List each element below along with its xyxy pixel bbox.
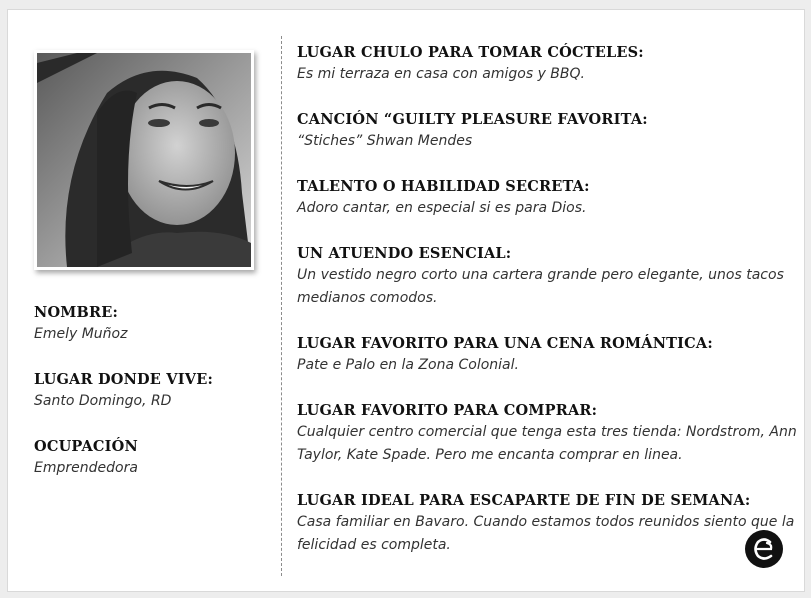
field-label: OCUPACIÓN xyxy=(34,438,138,455)
question-answer: Casa familiar en Bavaro. Cuando estamos todos reunidos siento que la felicidad es completa. xyxy=(297,514,795,553)
question-answer: “Stiches” Shwan Mendes xyxy=(297,133,473,149)
field-label: LUGAR DONDE VIVE: xyxy=(34,371,214,388)
question-label: LUGAR IDEAL PARA ESCAPARTE DE FIN DE SEMANA: xyxy=(297,492,751,509)
profile-photo-frame xyxy=(34,50,254,270)
field-value: Emprendedora xyxy=(34,460,138,476)
question-cena xyxy=(297,334,797,377)
question-cocteles xyxy=(297,43,797,86)
dashed-divider xyxy=(281,36,282,576)
question-answer: Cualquier centro comercial que tenga esta tres tienda: Nordstrom, Ann Taylor, Kate Spade. Pero me encanta comprar en linea. xyxy=(297,424,797,463)
question-label: LUGAR FAVORITO PARA UNA CENA ROMÁNTICA: xyxy=(297,335,713,352)
field-value: Emely Muñoz xyxy=(34,326,128,342)
question-cancion xyxy=(297,110,797,153)
profile-info xyxy=(34,303,264,504)
field-ocupacion xyxy=(34,437,264,480)
question-answer: Un vestido negro corto una cartera grande pero elegante, unos tacos medianos comodos. xyxy=(297,267,784,306)
question-comprar xyxy=(297,401,797,467)
question-answer: Pate e Palo en la Zona Colonial. xyxy=(297,357,519,373)
portrait-photo-icon xyxy=(37,53,251,267)
question-atuendo xyxy=(297,244,797,310)
brand-logo-icon xyxy=(745,530,783,568)
question-answer: Es mi terraza en casa con amigos y BBQ. xyxy=(297,66,585,82)
question-answer: Adoro cantar, en especial si es para Dios. xyxy=(297,200,587,216)
question-label: LUGAR FAVORITO PARA COMPRAR: xyxy=(297,402,598,419)
profile-photo xyxy=(37,53,251,267)
questions-list xyxy=(297,43,797,581)
question-label: TALENTO O HABILIDAD SECRETA: xyxy=(297,178,590,195)
field-lugar-donde-vive xyxy=(34,370,264,413)
field-nombre xyxy=(34,303,264,346)
question-escapada xyxy=(297,491,797,557)
question-label: CANCIÓN “GUILTY PLEASURE FAVORITA: xyxy=(297,111,648,128)
field-value: Santo Domingo, RD xyxy=(34,393,172,409)
question-label: UN ATUENDO ESENCIAL: xyxy=(297,245,512,262)
question-label: LUGAR CHULO PARA TOMAR CÓCTELES: xyxy=(297,44,644,61)
profile-card xyxy=(7,9,805,592)
question-talento xyxy=(297,177,797,220)
field-label: NOMBRE: xyxy=(34,304,119,321)
